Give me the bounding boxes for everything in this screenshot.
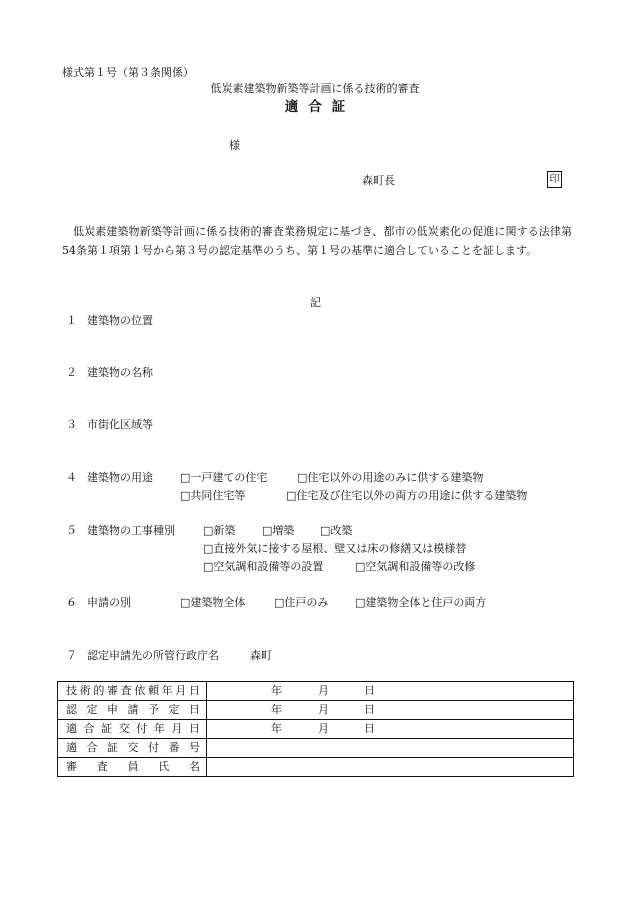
form-number: 様式第１号（第３条関係） (62, 66, 194, 79)
review-request-date-field[interactable] (207, 682, 574, 701)
review-info-table (57, 681, 574, 777)
row-label: 適合証交付番号 (58, 739, 207, 758)
item-number: ２ (66, 366, 77, 379)
option-dwelling-unit-only[interactable]: □住戸のみ (274, 596, 329, 609)
document-title: 適合証 (284, 99, 356, 115)
document-subtitle: 低炭素建築物新築等計画に係る技術的審査 (210, 82, 420, 95)
item-label: 認定申請先の所管行政庁名 (87, 649, 219, 662)
month-unit: 月 (318, 684, 329, 697)
table-row (58, 720, 574, 739)
option-extension[interactable]: □増築 (262, 524, 295, 537)
item-number: ４ (66, 471, 77, 484)
table-row (58, 701, 574, 720)
day-unit: 日 (364, 703, 375, 716)
item-number: ３ (66, 418, 77, 431)
item-number: １ (66, 314, 77, 327)
row-label: 認定申請予定日 (58, 701, 207, 720)
certificate-number-field[interactable] (207, 739, 574, 758)
item-number: ６ (66, 596, 77, 609)
agency-value: 森町 (250, 649, 272, 662)
item-label: 建築物の用途 (87, 471, 153, 484)
option-mixed-use[interactable]: □住宅及び住宅以外の両方の用途に供する建築物 (286, 489, 528, 502)
item-number: ５ (66, 524, 77, 537)
item-label: 建築物の位置 (87, 314, 153, 327)
seal-mark: 印 (547, 171, 562, 188)
certification-statement: 低炭素建築物新築等計画に係る技術的審査業務規定に基づき、都市の低炭素化の促進に関する法律第54条第１項第１号から第３号の認定基準のうち、第１号の基準に適合していることを証します。 (62, 225, 572, 257)
table-row (58, 758, 574, 777)
row-label: 適合証交付年月日 (58, 720, 207, 739)
option-detached-house[interactable]: □一戸建ての住宅 (180, 471, 268, 484)
certificate-issue-date-field[interactable] (207, 720, 574, 739)
option-whole-building[interactable]: □建築物全体 (180, 596, 246, 609)
month-unit: 月 (318, 703, 329, 716)
issuer-name: 森町長 (362, 174, 395, 187)
option-envelope-repair[interactable]: □直接外気に接する屋根、壁又は床の修繕又は模様替 (203, 542, 467, 555)
option-reconstruction[interactable]: □改築 (320, 524, 353, 537)
year-unit: 年 (271, 722, 282, 735)
item-label: 建築物の名称 (87, 366, 153, 379)
option-new-construction[interactable]: □新築 (203, 524, 236, 537)
item-label: 申請の別 (87, 596, 131, 609)
item-number: ７ (66, 649, 77, 662)
row-label: 審査員氏名 (58, 758, 207, 777)
option-building-and-units[interactable]: □建築物全体と住戸の両方 (355, 596, 487, 609)
day-unit: 日 (364, 722, 375, 735)
recipient-honorific: 様 (229, 139, 240, 152)
planned-application-date-field[interactable] (207, 701, 574, 720)
option-hvac-renovation[interactable]: □空気調和設備等の改修 (355, 560, 476, 573)
table-row (58, 739, 574, 758)
item-label: 建築物の工事種別 (87, 524, 175, 537)
option-hvac-installation[interactable]: □空気調和設備等の設置 (203, 560, 324, 573)
reviewer-name-field[interactable] (207, 758, 574, 777)
row-label: 技術的審査依頼年月日 (58, 682, 207, 701)
year-unit: 年 (271, 703, 282, 716)
option-apartment-house[interactable]: □共同住宅等 (180, 489, 246, 502)
table-row (58, 682, 574, 701)
day-unit: 日 (364, 684, 375, 697)
ki-heading: 記 (310, 296, 321, 309)
year-unit: 年 (271, 684, 282, 697)
month-unit: 月 (318, 722, 329, 735)
item-label: 市街化区域等 (87, 418, 153, 431)
option-non-residential-only[interactable]: □住宅以外の用途のみに供する建築物 (297, 471, 484, 484)
